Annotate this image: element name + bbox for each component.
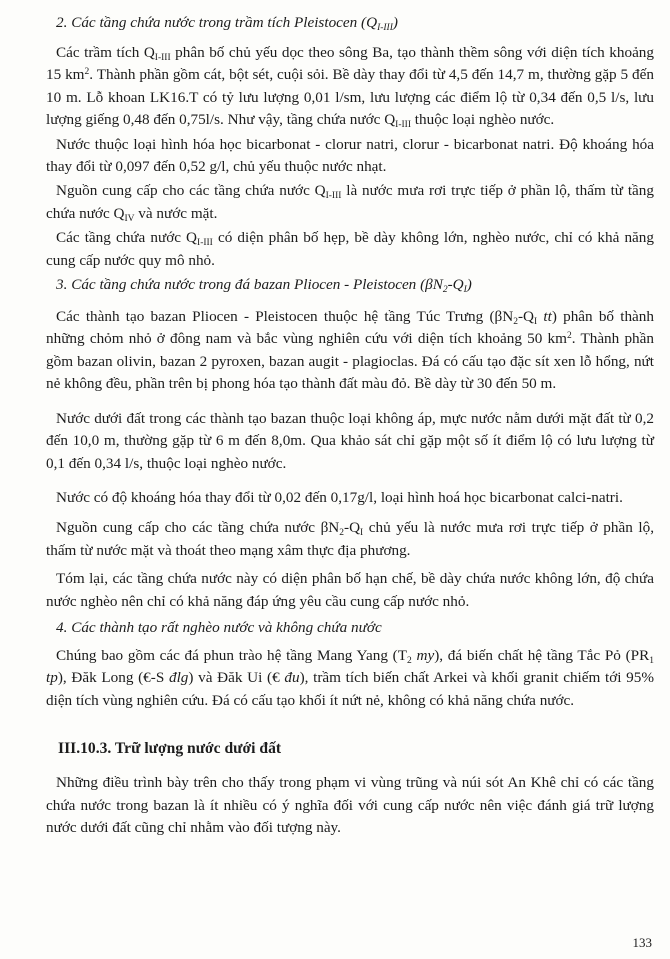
- paragraph-bazan-groundwater: Nước dưới đất trong các thành tạo bazan thuộc loại không áp, mực nước nằm dưới mặt đất từ 0,2 đến 10,0 m, thường gặp từ 6 m đến 8,0m. Qua khảo sát chỉ gặp một số ít điểm lộ có lưu lượng từ 0,1 đến 0,34 l/s, thuộc loại nghèo nước.: [46, 409, 654, 472]
- paragraph-bazan-mineralization: Nước có độ khoáng hóa thay đổi từ 0,02 đến 0,17g/l, loại hình hoá học bicarbonat calci-natri.: [56, 488, 623, 506]
- paragraph-pleistocen-distribution: Các trầm tích $Q_{I-III}$ phân bố chủ yếu dọc theo sông Ba, tạo thành thềm sông với diện tích khoảng 15 $km^2$. Thành phần gồm cát, bột sét, cuội sỏi. Bề dày thay đổi từ 4,5 đến 14,7 m, thường gặp 5 đến 10 m. Lỗ khoan LK16.T có tỷ lưu lượng 0,01 l/sm, lưu lượng các điểm lộ từ 0,34 đến 0,5 l/s, lưu lượng giếng 0,48 đến 0,75l/s. Như vậy, tầng chứa nước $Q_{I-III}$ thuộc loại nghèo nước.: [46, 44, 654, 131]
- paragraph-bazan-recharge: Nguồn cung cấp cho các tầng chứa nước $\beta N_2-Q_I$ chủ yếu là nước mưa rơi trực tiếp ở phần lộ, thấm từ nước mặt và thoát theo mạng xâm thực địa phương.: [46, 519, 654, 559]
- paragraph-pleistocen-summary: Các tầng chứa nước $Q_{I-III}$ có diện phân bố hẹp, bề dày không lớn, nghèo nước, chỉ có khả năng cung cấp nước quy mô nhỏ.: [46, 229, 654, 269]
- paragraph-pleistocen-recharge: Nguồn cung cấp cho các tầng chứa nước $Q_{I-III}$ là nước mưa rơi trực tiếp ở phần lộ, thấm từ tầng chứa nước $Q_{IV}$ và nước mặt.: [46, 182, 654, 224]
- paragraph-bazan-formation: Các thành tạo bazan Pliocen - Pleistocen thuộc hệ tầng Túc Trưng ($\beta N_2-Q_I$ tt) phân bố thành những chỏm nhỏ ở đông nam và bắc vùng nghiên cứu với diện tích khoảng 50 $km^2$. Thành phần gồm bazan olivin, bazan 2 pyroxen, bazan augit - plagioclas. Đá có cấu tạo đặc sít xen lỗ hổng, nứt nẻ không đều, phần trên bị phong hóa tạo thành đất màu đỏ. Bề dày từ 30 đến 50 m.: [46, 308, 654, 393]
- paragraph-bazan-summary: Tóm lại, các tầng chứa nước này có diện phân bố hạn chế, bề dày chứa nước không lớn, độ chứa nước nghèo nên chỉ có khả năng đáp ứng yêu cầu cung cấp nước nhỏ.: [46, 570, 654, 610]
- paragraph-poor-water-formations: Chúng bao gồm các đá phun trào hệ tầng Mang Yang ($T_2$ my), đá biến chất hệ tầng Tắc Pỏ ($PR_1$ tp), Đăk Long (€-S đlg) và Đăk Ui (€ đu), trầm tích biến chất Arkei và khối granit chiếm tới 95% diện tích vùng nghiên cứu. Đá có cấu tạo khối ít nứt nẻ, không có khả năng chứa nước.: [46, 646, 654, 709]
- paragraph-pleistocen-chemistry: Nước thuộc loại hình hóa học bicarbonat - clorur natri, clorur - bicarbonat natri. Độ khoáng hóa thay đổi từ 0,097 đến 0,52 g/l, chủ yếu thuộc nước nhạt.: [46, 135, 654, 176]
- section-heading-bazan: 3. Các tầng chứa nước trong đá bazan Pliocen - Pleistocen $(\beta N_2-Q_I)$: [56, 276, 472, 296]
- page-content: [46, 12, 654, 839]
- page-number: 133: [632, 935, 652, 950]
- section-heading-reserves: III.10.3. Trữ lượng nước dưới đất: [58, 740, 282, 758]
- section-heading-pleistocen: 2. Các tầng chứa nước trong trầm tích Pleistocen $(Q_{I-III})$: [56, 14, 398, 33]
- paragraph-reserves: Những điều trình bày trên cho thấy trong phạm vi vùng trũng và núi sót An Khê chỉ có các tầng chứa nước trong bazan là ít nhiều có ý nghĩa đối với cung cấp nước nên việc đánh giá trữ lượng nước dưới đất cũng chỉ nhằm vào đối tượng này.: [46, 774, 654, 836]
- section-heading-poor-water: 4. Các thành tạo rất nghèo nước và không chứa nước: [56, 618, 382, 636]
